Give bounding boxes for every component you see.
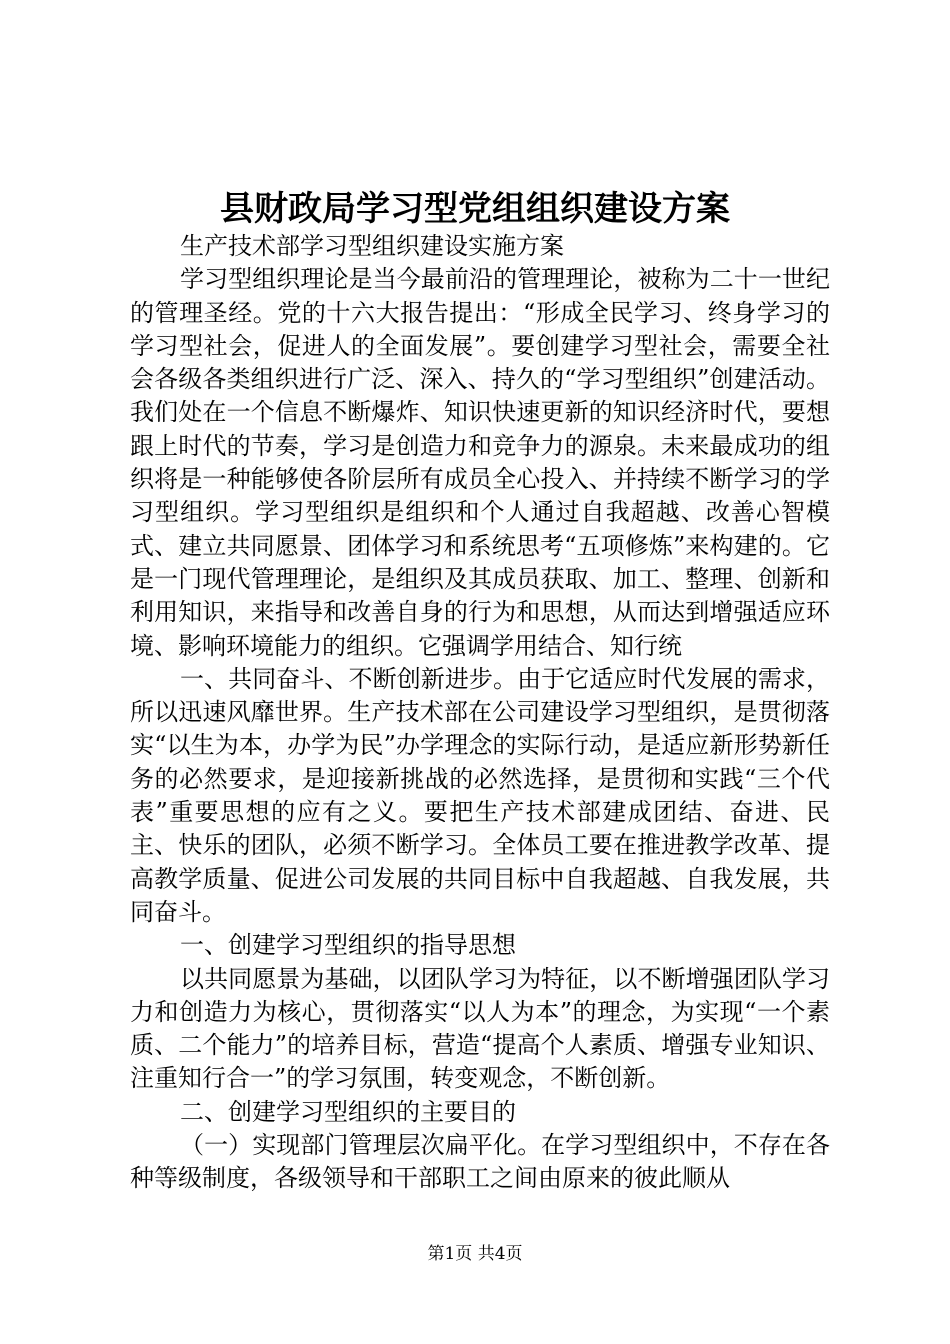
paragraph-guiding-ideology: 以共同愿景为基础，以团队学习为特征，以不断增强团队学习力和创造力为核心，贯彻落实“以人为本”的理念，为实现“一个素质、二个能力”的培养目标，营造“提高个人素质、增强专业知识、注重知行合一”的学习氛围，转变观念，不断创新。 [130,964,830,1093]
paragraph-common-struggle: 一、共同奋斗、不断创新进步。由于它适应时代发展的需求，所以迅速风靡世界。生产技术部在公司建设学习型组织，是贯彻落实“以生为本，办学为民”办学理念的实际行动，是适应新形势新任务的必然要求，是迎接新挑战的必然选择，是贯彻和实践“三个代表”重要思想的应有之义。要把生产技术部建成团结、奋进、民主、快乐的团队，必须不断学习。全体员工要在推进教学改革、提高教学质量、促进公司发展的共同目标中自我超越、自我发展，共同奋斗。 [130,664,830,926]
page-footer: 第1页 共4页 [427,1244,523,1264]
heading-main-purpose: 二、创建学习型组织的主要目的 [180,1097,516,1126]
heading-guiding-ideology: 一、创建学习型组织的指导思想 [180,931,516,960]
paragraph-intro: 学习型组织理论是当今最前沿的管理理论，被称为二十一世纪的管理圣经。党的十六大报告提出：“形成全民学习、终身学习的学习型社会，促进人的全面发展”。要创建学习型社会，需要全社会各级各类组织进行广泛、深入、持久的“学习型组织”创建活动。我们处在一个信息不断爆炸、知识快速更新的知识经济时代，要想跟上时代的节奏，学习是创造力和竞争力的源泉。未来最成功的组织将是一种能够使各阶层所有成员全心投入、并持续不断学习的学习型组织。学习型组织是组织和个人通过自我超越、改善心智模式、建立共同愿景、团体学习和系统思考“五项修炼”来构建的。它是一门现代管理理论，是组织及其成员获取、加工、整理、创新和利用知识，来指导和改善自身的行为和思想，从而达到增强适应环境、影响环境能力的组织。它强调学用结合、知行统 [130,265,830,660]
document-title: 县财政局学习型党组组织建设方案 [220,189,730,229]
document-body [130,230,830,1196]
paragraph-flat-management: （一）实现部门管理层次扁平化。在学习型组织中，不存在各种等级制度，各级领导和干部职工之间由原来的彼此顺从 [130,1131,830,1193]
paragraph-subtitle: 生产技术部学习型组织建设实施方案 [180,232,564,260]
